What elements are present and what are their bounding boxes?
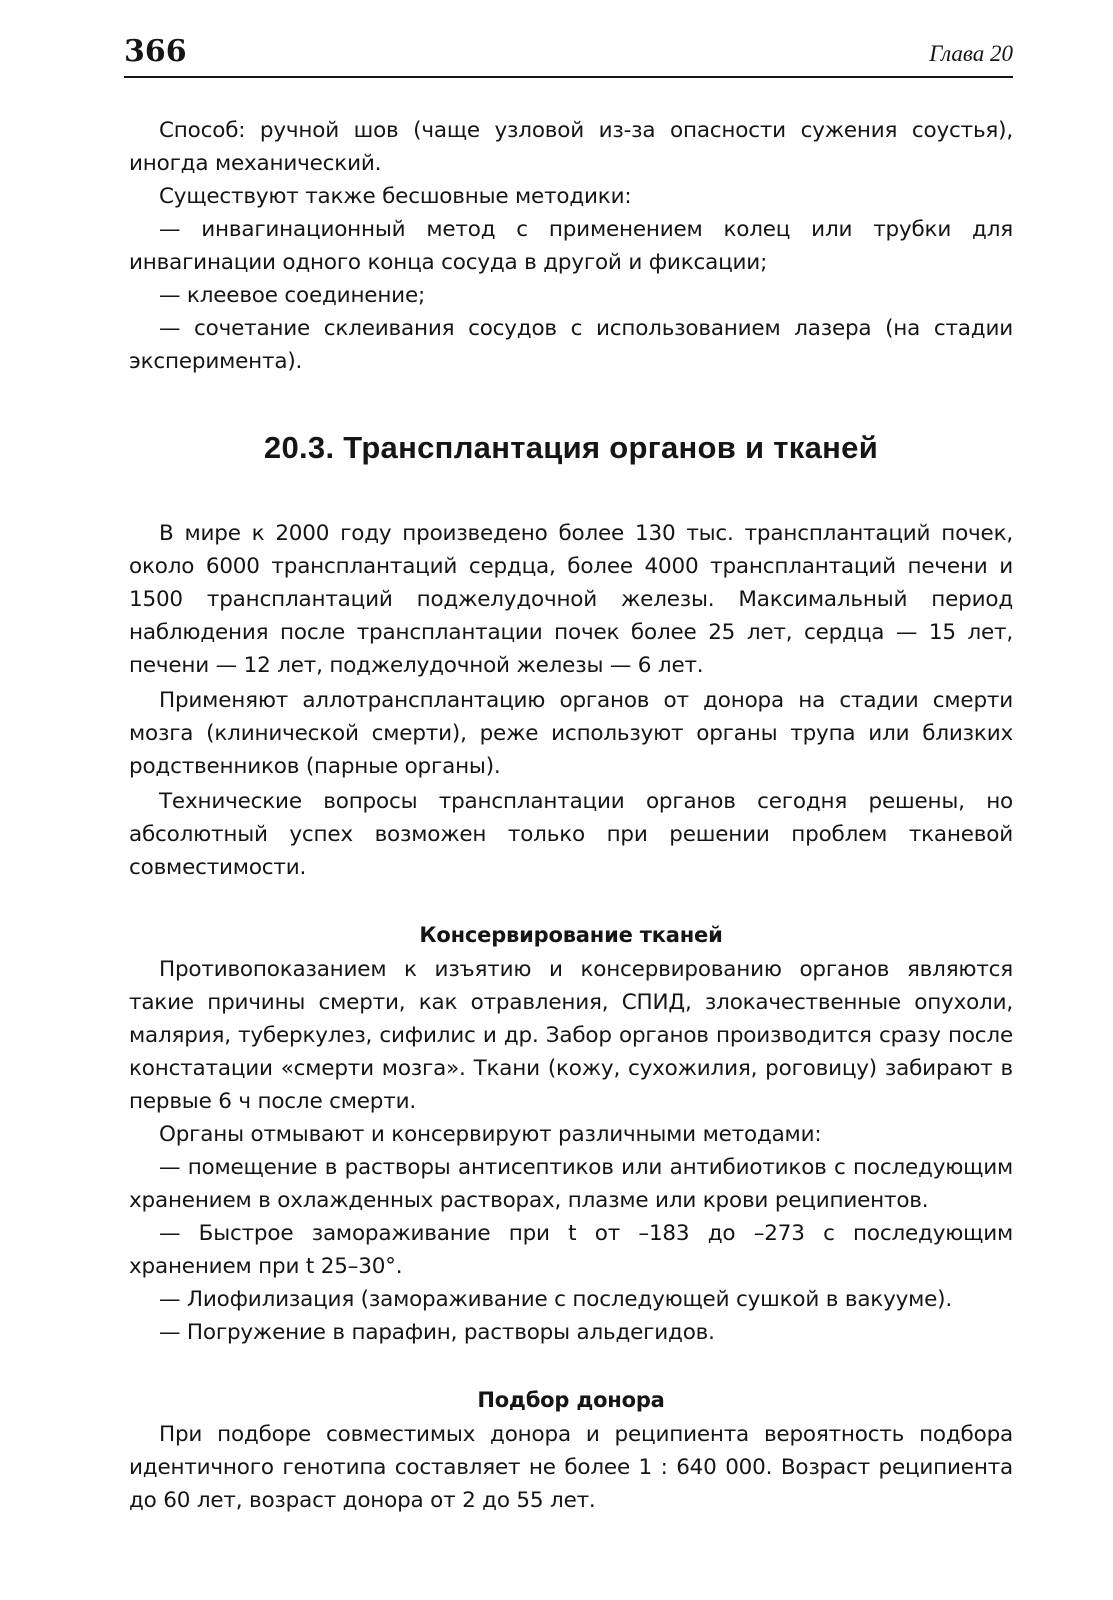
list-item: — инвагинационный метод с применением колец или трубки для инвагинации одного конца сосуда в другой и фиксации; xyxy=(129,217,1013,275)
paragraph: При подборе совместимых донора и реципиента вероятность подбора идентичного генотипа составляет не более 1 : 640 000. Возраст реципиента до 60 лет, возраст донора от 2 до 55 лет. xyxy=(129,1422,1013,1513)
paragraph: Противопоказанием к изъятию и консервированию органов являются такие причины смерти, как отравления, СПИД, злокачественные опухоли, малярия, туберкулез, сифилис и др. Забор органов производится сразу после констатации «смерти мозга». Ткани (кожу, сухожилия, роговицу) забирают в первые 6 ч после смерти. xyxy=(129,957,1013,1114)
subsection-title: Подбор донора xyxy=(477,1388,665,1412)
list-item: — сочетание склеивания сосудов с использованием лазера (на стадии эксперимента). xyxy=(129,316,1013,374)
page-number: 366 xyxy=(124,34,187,69)
paragraph: В мире к 2000 году произведено более 130 тыс. трансплантаций почек, около 6000 трансплантаций сердца, более 4000 трансплантаций печени и 1500 трансплантаций поджелудочной железы. Максимальный период наблюдения после трансплантации почек более 25 лет, сердца — 15 лет, печени — 12 лет, поджелудочной железы — 6 лет. xyxy=(129,521,1013,678)
chapter-running-head: Глава 20 xyxy=(929,41,1013,66)
paragraph: Способ: ручной шов (чаще узловой из-за опасности сужения соустья), иногда механический. xyxy=(129,118,1013,176)
section-title: 20.3. Трансплантация органов и тканей xyxy=(263,430,879,465)
page-body xyxy=(129,114,1013,1517)
subsection-title: Консервирование тканей xyxy=(419,923,723,947)
list-item: — Погружение в парафин, растворы альдегидов. xyxy=(159,1320,715,1345)
list-item: — помещение в растворы антисептиков или антибиотиков с последующим хранением в охлажденных растворах, плазме или крови реципиентов. xyxy=(129,1155,1013,1213)
page-header xyxy=(124,34,1013,78)
paragraph: Существуют также бесшовные методики: xyxy=(159,184,632,209)
list-item: — Лиофилизация (замораживание с последующей сушкой в вакууме). xyxy=(159,1287,952,1312)
paragraph: Технические вопросы трансплантации органов сегодня решены, но абсолютный успех возможен только при решении проблем тканевой совместимости. xyxy=(129,789,1013,880)
list-item: — Быстрое замораживание при t от –183 до –273 с последующим хранением при t 25–30°. xyxy=(129,1221,1013,1279)
list-item: — клеевое соединение; xyxy=(159,283,426,308)
paragraph: Органы отмывают и консервируют различными методами: xyxy=(159,1122,822,1147)
paragraph: Применяют аллотрансплантацию органов от донора на стадии смерти мозга (клинической смерти), реже используют органы трупа или близких родственников (парные органы). xyxy=(129,688,1013,779)
